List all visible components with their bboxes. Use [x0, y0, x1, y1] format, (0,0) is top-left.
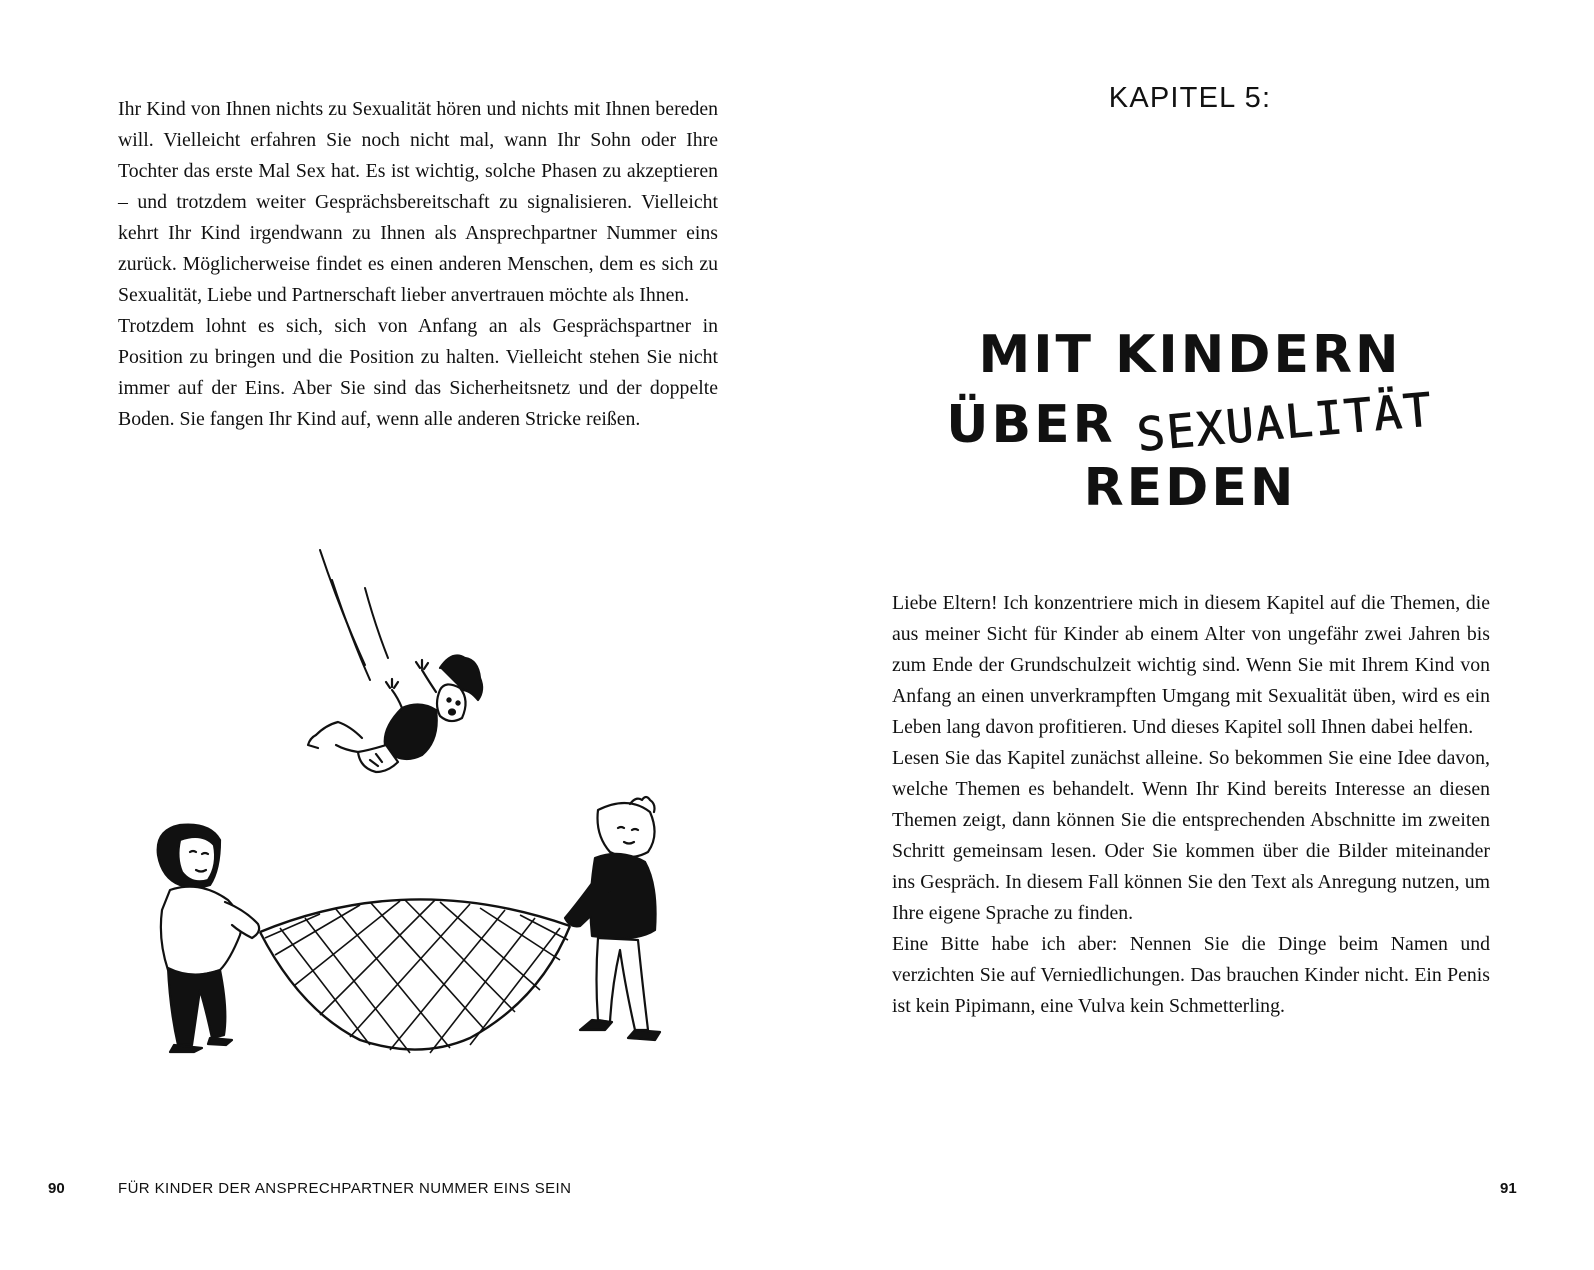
title-word-mit-kindern: MIT KINDERN — [978, 325, 1402, 385]
left-paragraph-2: Trotzdem lohnt es sich, sich von Anfang an als Gesprächspartner in Position zu bringen und die Position zu halten. Vielleicht stehen Sie nicht immer auf der Eins. Aber Sie sind das Sicherheitsnetz und der doppelte Boden. Sie fangen Ihr Kind auf, wenn alle anderen Stricke reißen. — [118, 315, 718, 430]
chapter-title-line-2 — [880, 382, 1500, 462]
title-word-sexualitaet: SEXUALITÄT — [1134, 382, 1436, 462]
page-number-left: 90 — [48, 1180, 65, 1197]
safety-net-illustration-icon — [140, 540, 700, 1100]
title-word-reden: REDEN — [1083, 458, 1297, 518]
right-paragraph-3: Eine Bitte habe ich aber: Nennen Sie die Dinge beim Namen und verzichten Sie auf Verniedlichungen. Das brauchen Kinder nicht. Ein Penis ist kein Pipimann, eine Vulva kein Schmetterling. — [892, 933, 1490, 1017]
title-word-ueber: ÜBER — [946, 395, 1116, 455]
right-paragraph-2: Lesen Sie das Kapitel zunächst alleine. So bekommen Sie eine Idee davon, welche Themen es behandelt. Wenn Ihr Kind bereits Interesse an diesen Themen zeigt, dann können Sie die entsprechenden Abschnitte im zweiten Schritt gemeinsam lesen. Oder Sie kommen über die Bilder miteinander ins Gespräch. In diesem Fall können Sie den Text als Anregung nutzen, um Ihre eigene Sprache zu finden. — [892, 747, 1490, 924]
left-body-text — [118, 94, 718, 435]
page-number-right: 91 — [1500, 1180, 1517, 1197]
chapter-title-line-3 — [880, 458, 1500, 518]
running-head: FÜR KINDER DER ANSPRECHPARTNER NUMMER EINS SEIN — [118, 1180, 572, 1197]
right-paragraph-1: Liebe Eltern! Ich konzentriere mich in diesem Kapitel auf die Themen, die aus meiner Sicht für Kinder ab einem Alter von ungefähr zwei Jahren bis zum Ende der Grundschulzeit wichtig sind. Wenn Sie mit Ihrem Kind von Anfang an einen unverkrampften Umgang mit Sexualität üben, wird es ein Leben lang davon profitieren. Und dieses Kapitel soll Ihnen dabei helfen. — [892, 592, 1490, 738]
left-paragraph-1: Ihr Kind von Ihnen nichts zu Sexualität hören und nichts mit Ihnen bereden will. Vielleicht erfahren Sie noch nicht mal, wann Ihr Sohn oder Ihre Tochter das erste Mal Sex hat. Es ist wichtig, solche Phasen zu akzeptieren – und trotzdem weiter Gesprächsbereitschaft zu signalisieren. Vielleicht kehrt Ihr Kind irgendwann zu Ihnen als Ansprechpartner Nummer eins zurück. Möglicherweise findet es einen anderen Menschen, dem es sich zu Sexualität, Liebe und Partnerschaft lieber anvertrauen möchte als Ihnen. — [118, 98, 718, 306]
chapter-label: KAPITEL 5: — [1108, 82, 1272, 114]
chapter-title-line-1 — [880, 325, 1500, 385]
right-body-text — [892, 588, 1490, 1022]
